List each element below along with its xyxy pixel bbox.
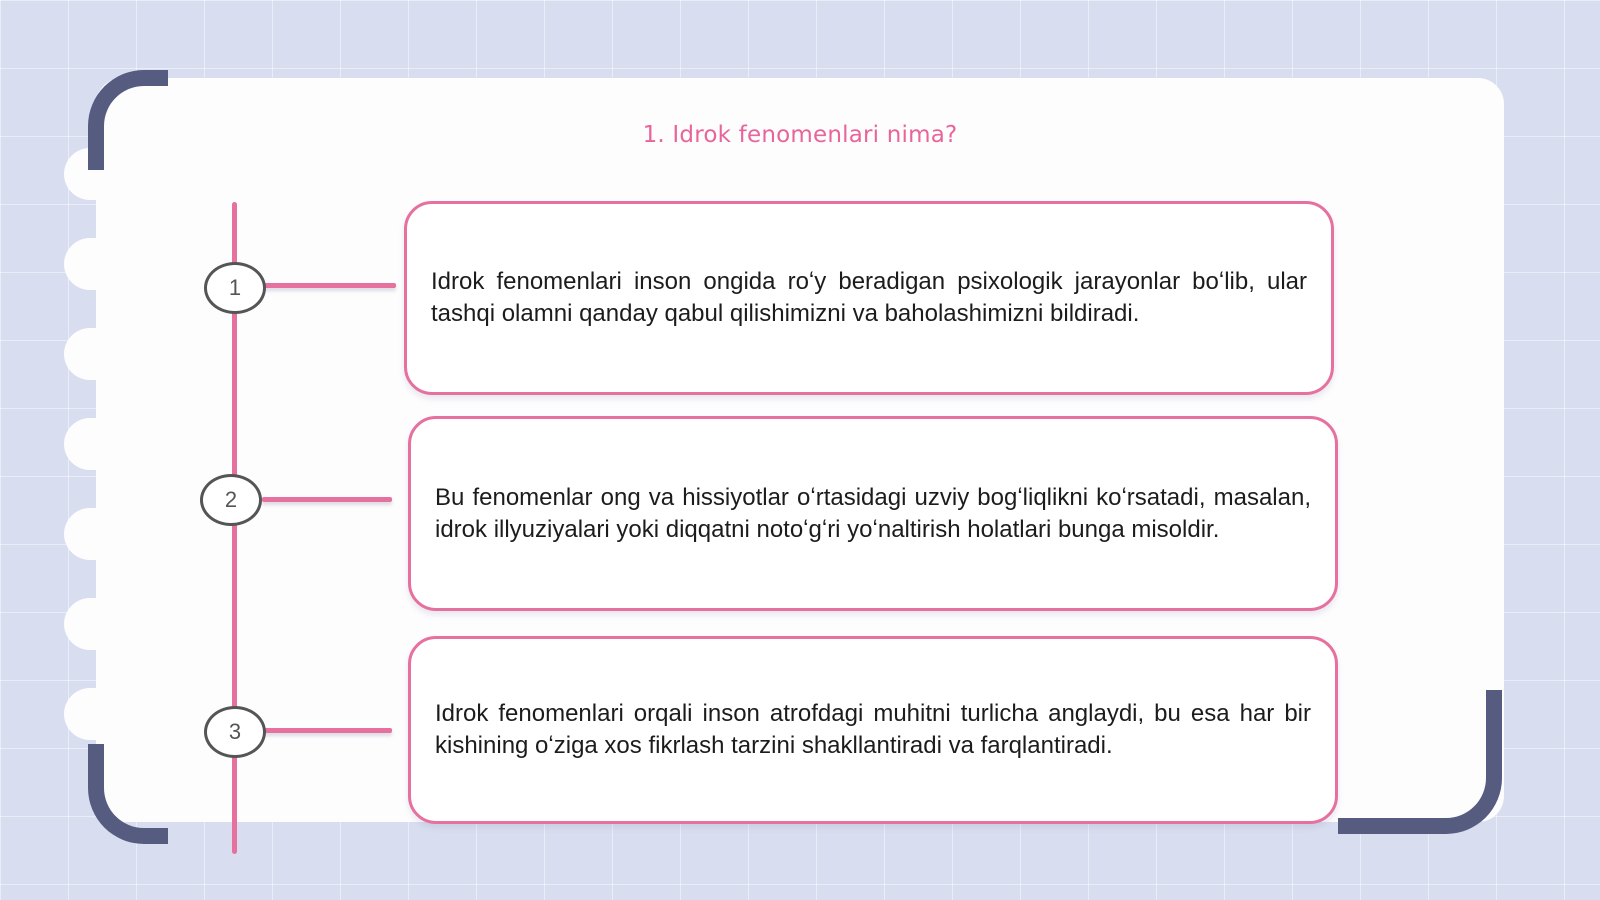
step-number-badge: 3 (204, 706, 266, 758)
step-card (408, 636, 1338, 824)
step-text: Bu fenomenlar ong va hissiyotlar oʻrtasidagi uzviy bogʻliqlikni koʻrsatadi, masalan, idrok illyuziyalari yoki diqqatni notoʻgʻri yoʻnaltirish holatlari bunga misoldir. (435, 483, 1311, 543)
step-text: Idrok fenomenlari orqali inson atrofdagi muhitni turlicha anglaydi, bu esa har bir kishining oʻziga xos fikrlash tarzini shakllantiradi va farqlantiradi. (435, 700, 1311, 759)
slide-title: 1. Idrok fenomenlari nima? (642, 122, 958, 148)
frame-corner-bottom-right (1338, 690, 1502, 834)
frame-corner-top-left (88, 70, 168, 170)
timeline-connector (264, 728, 392, 733)
step-text: Idrok fenomenlari inson ongida roʻy beradigan psixologik jarayonlar boʻlib, ular tashqi olamni qanday qabul qilishimizni va baholashimizni bildiradi. (431, 268, 1307, 327)
step-card (404, 201, 1334, 395)
frame-corner-bottom-left (88, 744, 168, 844)
timeline-connector (264, 283, 396, 288)
timeline-connector (262, 497, 392, 502)
step-card (408, 416, 1338, 611)
step-number-badge: 1 (204, 262, 266, 314)
step-number-badge: 2 (200, 474, 262, 526)
